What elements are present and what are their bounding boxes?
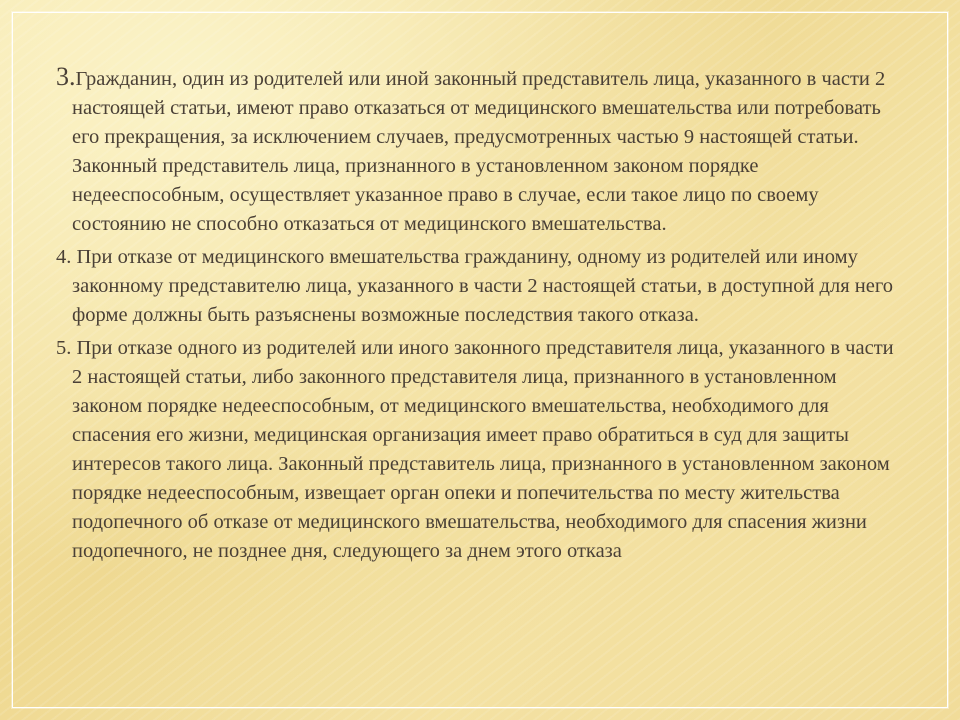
paragraph-number: 3.	[56, 62, 76, 91]
paragraph-3	[56, 62, 906, 239]
paragraph-text: При отказе от медицинского вмешательства гражданину, одному из родителей или иному законному представителю лица, указанного в части 2 настоящей статьи, в доступной для него форме должны быть разъяснены возможные последствия такого отказа.	[71, 246, 893, 326]
paragraph-4	[56, 243, 906, 330]
paragraph-number: 4.	[56, 246, 72, 268]
paragraph-5	[56, 334, 906, 566]
paragraph-number: 5.	[56, 337, 72, 359]
slide-body-text	[56, 62, 906, 570]
paragraph-text: Гражданин, один из родителей или иной законный представитель лица, указанного в части 2 настоящей статьи, имеют право отказаться от медицинского вмешательства или потребовать его прекращения, за исключением случаев, предусмотренных частью 9 настоящей статьи. Законный представитель лица, признанного в установленном законом порядке недееспособным, осуществляет указанное право в случае, если такое лицо по своему состоянию не способно отказаться от медицинского вмешательства.	[72, 68, 886, 235]
paragraph-text: При отказе одного из родителей или иного законного представителя лица, указанного в части 2 настоящей статьи, либо законного представителя лица, признанного в установленном законом порядке недееспособным, от медицинского вмешательства, необходимого для спасения его жизни, медицинская организация имеет право обратиться в суд для защиты интересов такого лица. Законный представитель лица, признанного в установленном законом порядке недееспособным, извещает орган опеки и попечительства по месту жительства подопечного об отказе от медицинского вмешательства, необходимого для спасения жизни подопечного, не позднее дня, следующего за днем этого отказа	[71, 337, 894, 562]
